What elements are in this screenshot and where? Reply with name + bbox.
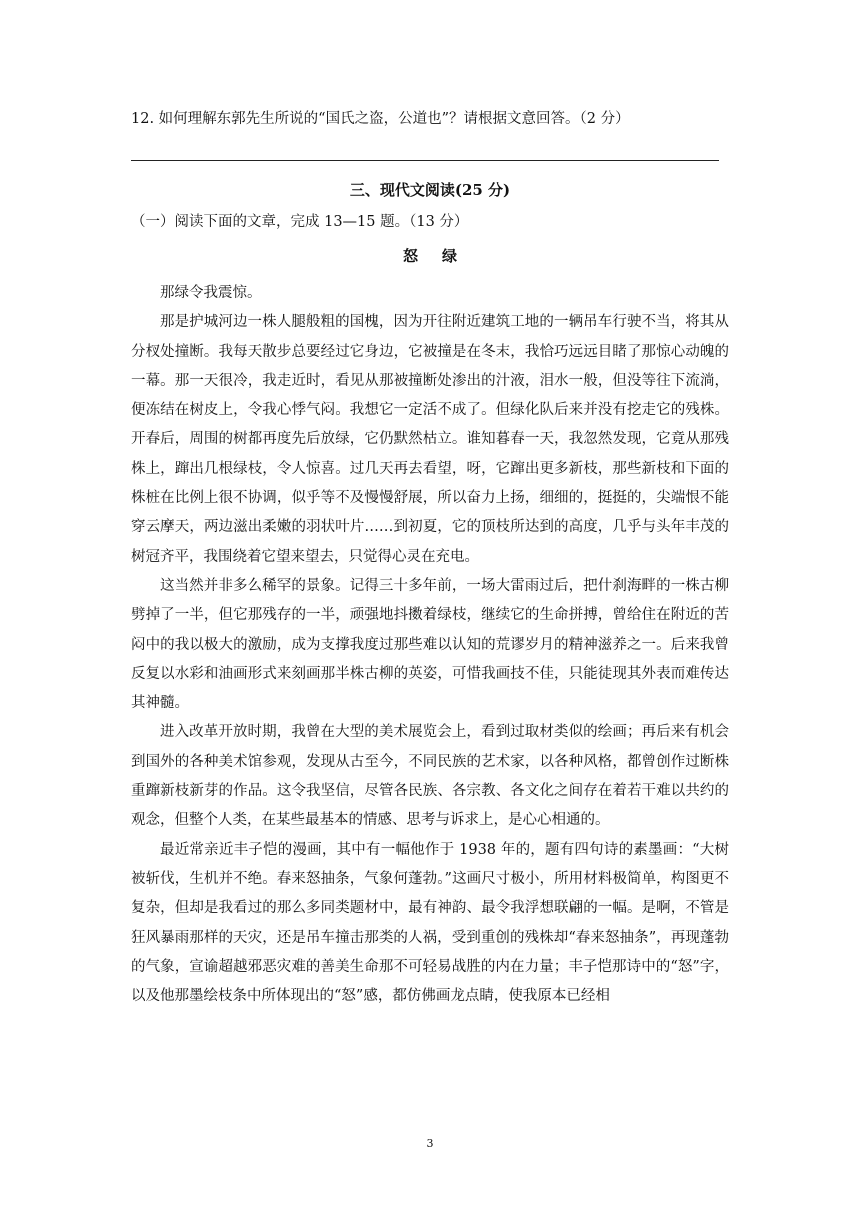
article-title: 怒绿 bbox=[402, 247, 481, 265]
article-body bbox=[131, 279, 729, 1011]
page-number: 3 bbox=[426, 1137, 434, 1150]
section-title: 三、现代文阅读(25 分) bbox=[349, 181, 511, 199]
article-paragraph: 那是护城河边一株人腿般粗的国槐，因为开往附近建筑工地的一辆吊车行驶不当，将其从分杈处撞断。我每天散步总要经过它身边，它被撞是在冬末，我恰巧远远目睹了那惊心动魄的一幕。那一天很冷，我走近时，看见从那被撞断处渗出的汁液，泪水一般，但没等往下流淌，便冻结在树皮上，令我心悸气闷。我想它一定活不成了。但绿化队后来并没有挖走它的残株。开春后，周围的树都再度先后放绿，它仍默然枯立。谁知暮春一天，我忽然发现，它竟从那残株上，蹿出几根绿枝，令人惊喜。过几天再去看望，呀，它蹿出更多新枝，那些新枝和下面的株桩在比例上很不协调，似乎等不及慢慢舒展，所以奋力上扬，细细的，挺挺的，尖端恨不能穿云摩天，两边滋出柔嫩的羽状叶片……到初夏，它的顶枝所达到的高度，几乎与头年丰茂的树冠齐平，我围绕着它望来望去，只觉得心灵在充电。 bbox=[131, 314, 729, 565]
article-paragraph: 最近常亲近丰子恺的漫画，其中有一幅他作于 1938 年的，题有四句诗的素墨画：“大树被斩伐，生机并不绝。春来怒抽条，气象何蓬勃。”这画尺寸极小，所用材料极简单，构图更不复杂，但却是我看过的那么多同类题材中，最有神韵、最令我浮想联翩的一幅。是啊，不管是狂风暴雨那样的天灾，还是吊车撞击那类的人祸，受到重创的残株却“春来怒抽条”，再现蓬勃的气象，宣谕超越邪恶灾难的善美生命那不可轻易战胜的内在力量；丰子恺那诗中的“怒”字，以及他那墨绘枝条中所体现出的“怒”感，都仿佛画龙点睛，使我原本已经相 bbox=[131, 841, 729, 1005]
answer-line bbox=[131, 160, 719, 161]
part-intro: （一）阅读下面的文章，完成 13—15 题。（13 分） bbox=[131, 214, 469, 230]
question-12: 12. 如何理解东郭先生所说的“国氏之盗，公道也”？请根据文意回答。（2 分） bbox=[131, 111, 630, 127]
article-paragraph: 进入改革开放时期，我曾在大型的美术展览会上，看到过取材类似的绘画；再后来有机会到国外的各种美术馆参观，发现从古至今，不同民族的艺术家，以各种风格，都曾创作过断株重蹿新枝新芽的作品。这令我坚信，尽管各民族、各宗教、各文化之间存在着若干难以共约的观念，但整个人类，在某些最基本的情感、思考与诉求上，是心心相通的。 bbox=[131, 724, 729, 829]
article-paragraph: 这当然并非多么稀罕的景象。记得三十多年前，一场大雷雨过后，把什刹海畔的一株古柳劈掉了一半，但它那残存的一半，顽强地抖擞着绿枝，继续它的生命拼搏，曾给住在附近的苦闷中的我以极大的激励，成为支撑我度过那些难以认知的荒谬岁月的精神滋养之一。后来我曾反复以水彩和油画形式来刻画那半株古柳的英姿，可惜我画技不佳，只能徒现其外表而难传达其神髓。 bbox=[131, 577, 729, 712]
article-paragraph: 那绿令我震惊。 bbox=[160, 285, 262, 301]
